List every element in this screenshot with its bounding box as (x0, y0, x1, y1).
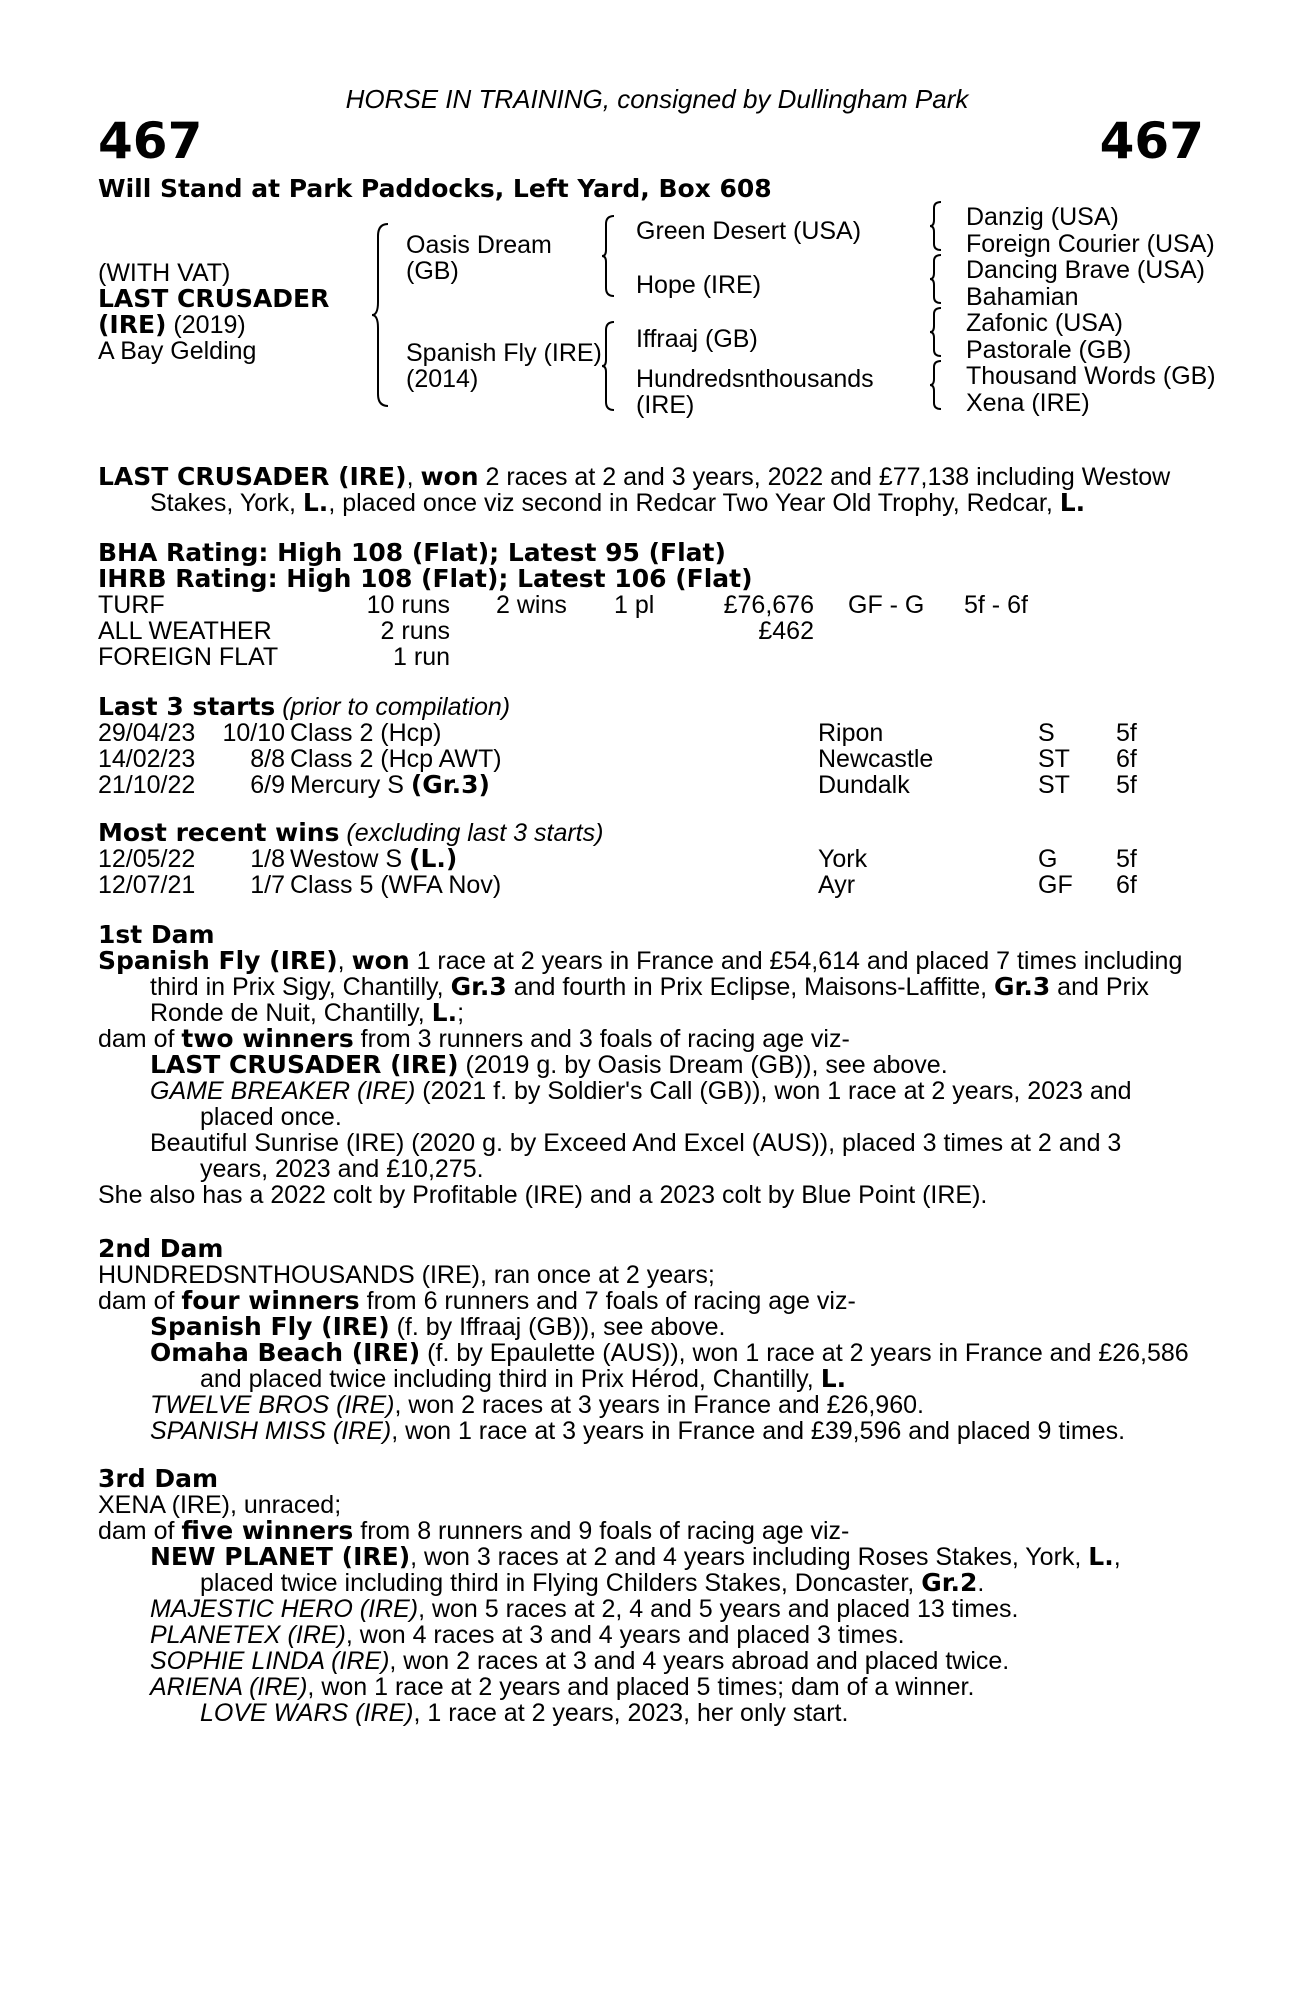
pedigree-brace-sire (600, 214, 618, 298)
ancestor-sds: Dancing Brave (USA) (966, 256, 1205, 284)
first-dam-foal-2-cont: placed once. (200, 1103, 342, 1131)
last3-course: Newcastle (818, 745, 934, 773)
last3-going: S (1038, 719, 1055, 747)
last3-date: 29/04/23 (98, 719, 196, 747)
ancestor-ddd: Xena (IRE) (966, 389, 1090, 417)
second-dam-foal-3: TWELVE BROS (IRE), won 2 races at 3 years in France and £26,960. (150, 1391, 924, 1419)
recent-win-race: Class 5 (WFA Nov) (290, 871, 502, 899)
third-dam-line-1: XENA (IRE), unraced; (98, 1491, 342, 1519)
horse-origin-year: (IRE) (2019) (98, 310, 246, 339)
recent-win-going: GF (1038, 871, 1073, 899)
second-dam-heading: 2nd Dam (98, 1234, 224, 1263)
ratings-row (98, 644, 1098, 670)
last3-distance: 5f (1116, 771, 1137, 799)
last3-position: 8/8 (250, 745, 285, 773)
last3-date: 14/02/23 (98, 745, 196, 773)
first-dam-foal-3: Beautiful Sunrise (IRE) (2020 g. by Exceed And Excel (AUS)), placed 3 times at 2 and 3 (150, 1129, 1122, 1157)
third-dam-foal-3: PLANETEX (IRE), won 4 races at 3 and 4 years and placed 3 times. (150, 1621, 905, 1649)
second-dam-produce-summary: dam of four winners from 6 runners and 7 foals of racing age viz- (98, 1286, 856, 1315)
first-dam-produce-summary: dam of two winners from 3 runners and 3 foals of racing age viz- (98, 1024, 850, 1053)
third-dam-foal-1: NEW PLANET (IRE), won 3 races at 2 and 4 years including Roses Stakes, York, L., (150, 1542, 1121, 1571)
horse-description: A Bay Gelding (98, 337, 257, 365)
pedigree-brace-3 (928, 306, 944, 358)
third-dam-foal-5: ARIENA (IRE), won 1 race at 2 years and placed 5 times; dam of a winner. (150, 1673, 975, 1701)
ratings-runs: 2 runs (380, 617, 450, 645)
ratings-row (98, 592, 1098, 618)
first-dam-foal-2: GAME BREAKER (IRE) (2021 f. by Soldier's Call (GB)), won 1 race at 2 years, 2023 and (150, 1077, 1132, 1105)
last3-row (98, 770, 1137, 799)
ratings-prize-money: £462 (758, 617, 814, 645)
ancestor-dsd: Pastorale (GB) (966, 336, 1132, 364)
sire-origin: (GB) (406, 257, 459, 285)
dam-name: Spanish Fly (IRE) (406, 339, 602, 367)
last3-race-grade: (Gr.3) (410, 770, 490, 799)
pedigree-brace-4 (928, 359, 944, 411)
first-dam-foal-3-cont: years, 2023 and £10,275. (200, 1155, 484, 1183)
recent-win-position: 1/7 (250, 871, 285, 899)
ratings-prize-money: £76,676 (723, 591, 814, 619)
last3-going: ST (1038, 745, 1070, 773)
recent-win-race-grade: (L.) (409, 844, 458, 873)
ratings-surface: TURF (98, 591, 165, 619)
stabling-location: Will Stand at Park Paddocks, Left Yard, Box 608 (98, 174, 772, 203)
ratings-runs: 10 runs (366, 591, 450, 619)
recent-win-distance: 5f (1116, 845, 1137, 873)
dam-dam: Hundredsnthousands (636, 365, 874, 393)
dam-year: (2014) (406, 365, 479, 393)
recent-wins-heading: Most recent wins (excluding last 3 starts) (98, 818, 604, 847)
last3-course: Dundalk (818, 771, 910, 799)
ratings-surface: ALL WEATHER (98, 617, 272, 645)
ihrb-rating: IHRB Rating: High 108 (Flat); Latest 106 (Flat) (98, 564, 753, 593)
recent-win-date: 12/05/22 (98, 845, 196, 873)
sire-sire: Green Desert (USA) (636, 217, 862, 245)
ratings-wins: 2 wins (496, 591, 567, 619)
recent-win-row (98, 871, 1137, 899)
ratings-going: GF - G (848, 591, 925, 619)
first-dam-heading: 1st Dam (98, 920, 215, 949)
last3-row (98, 719, 1137, 747)
ratings-runs: 1 run (393, 643, 450, 671)
pedigree-brace-main (370, 222, 392, 408)
recent-win-race: Westow S (L.) (290, 844, 458, 873)
last3-course: Ripon (818, 719, 884, 747)
pedigree-brace-1 (928, 200, 944, 252)
recent-win-going: G (1038, 845, 1058, 873)
recent-win-course: Ayr (818, 871, 856, 899)
first-dam-foal-1: LAST CRUSADER (IRE) (2019 g. by Oasis Dream (GB)), see above. (150, 1050, 948, 1079)
last3-going: ST (1038, 771, 1070, 799)
last3-position: 6/9 (250, 771, 285, 799)
first-dam-line-3: Ronde de Nuit, Chantilly, L.; (150, 998, 465, 1027)
last3-race: Mercury S (Gr.3) (290, 770, 490, 799)
second-dam-foal-2-cont: and placed twice including third in Prix Hérod, Chantilly, L. (200, 1364, 847, 1393)
recent-win-row (98, 844, 1137, 873)
horse-name: LAST CRUSADER (98, 284, 330, 313)
recent-win-distance: 6f (1116, 871, 1137, 899)
bha-rating: BHA Rating: High 108 (Flat); Latest 95 (Flat) (98, 538, 726, 567)
recent-win-course: York (818, 845, 868, 873)
last3-date: 21/10/22 (98, 771, 196, 799)
last3-position: 10/10 (222, 719, 285, 747)
third-dam-foal-2: MAJESTIC HERO (IRE), won 5 races at 2, 4 and 5 years and placed 13 times. (150, 1595, 1019, 1623)
second-dam-foal-2: Omaha Beach (IRE) (f. by Epaulette (AUS)), won 1 race at 2 years in France and £26,586 (150, 1338, 1189, 1367)
ratings-distance: 5f - 6f (964, 591, 1028, 619)
pedigree-brace-dam (600, 320, 618, 412)
recent-win-date: 12/07/21 (98, 871, 196, 899)
ancestor-sss: Danzig (USA) (966, 203, 1119, 231)
second-dam-foal-4: SPANISH MISS (IRE), won 1 race at 3 years in France and £39,596 and placed 9 times. (150, 1417, 1126, 1445)
lot-number-left: 467 (98, 112, 203, 170)
recent-win-position: 1/8 (250, 845, 285, 873)
ratings-placed: 1 pl (614, 591, 655, 619)
first-dam-line-2: third in Prix Sigy, Chantilly, Gr.3 and fourth in Prix Eclipse, Maisons-Laffitte, Gr.3 and Prix (150, 972, 1149, 1001)
third-dam-grandfoal-1: LOVE WARS (IRE), 1 race at 2 years, 2023, her only start. (200, 1699, 849, 1727)
pedigree-brace-2 (928, 253, 944, 305)
sire-name: Oasis Dream (406, 231, 552, 259)
last3-race: Class 2 (Hcp AWT) (290, 745, 502, 773)
dam-dam-origin: (IRE) (636, 391, 695, 419)
third-dam-foal-1-cont: placed twice including third in Flying Childers Stakes, Doncaster, Gr.2. (200, 1568, 985, 1597)
race-summary-line-2: Stakes, York, L., placed once viz second in Redcar Two Year Old Trophy, Redcar, L. (150, 488, 1086, 517)
ancestor-dss: Zafonic (USA) (966, 309, 1123, 337)
second-dam-foal-1: Spanish Fly (IRE) (f. by Iffraaj (GB)), see above. (150, 1312, 726, 1341)
lot-number-right: 467 (1099, 112, 1204, 170)
ancestor-ssd: Foreign Courier (USA) (966, 230, 1215, 258)
second-dam-line-1: HUNDREDSNTHOUSANDS (IRE), ran once at 2 years; (98, 1261, 715, 1289)
dam-sire: Iffraaj (GB) (636, 325, 758, 353)
ancestor-sdd: Bahamian (966, 283, 1079, 311)
third-dam-heading: 3rd Dam (98, 1464, 218, 1493)
first-dam-note: She also has a 2022 colt by Profitable (IRE) and a 2023 colt by Blue Point (IRE). (98, 1181, 988, 1209)
race-summary-line-1: LAST CRUSADER (IRE), won 2 races at 2 and 3 years, 2022 and £77,138 including Westow (98, 462, 1171, 491)
sire-dam: Hope (IRE) (636, 271, 762, 299)
third-dam-produce-summary: dam of five winners from 8 runners and 9 foals of racing age viz- (98, 1516, 850, 1545)
consignor-line: HORSE IN TRAINING, consigned by Dullingham Park (345, 84, 969, 114)
first-dam-line-1: Spanish Fly (IRE), won 1 race at 2 years in France and £54,614 and placed 7 times including (98, 946, 1183, 975)
last3-race: Class 2 (Hcp) (290, 719, 442, 747)
last3-distance: 6f (1116, 745, 1137, 773)
ratings-surface: FOREIGN FLAT (98, 643, 279, 671)
ancestor-dds: Thousand Words (GB) (966, 362, 1216, 390)
third-dam-foal-4: SOPHIE LINDA (IRE), won 2 races at 3 and 4 years abroad and placed twice. (150, 1647, 1010, 1675)
vat-status: (WITH VAT) (98, 259, 231, 287)
last3-heading: Last 3 starts (prior to compilation) (98, 692, 511, 721)
last3-distance: 5f (1116, 719, 1137, 747)
ratings-row (98, 618, 1098, 644)
last3-row (98, 745, 1137, 773)
